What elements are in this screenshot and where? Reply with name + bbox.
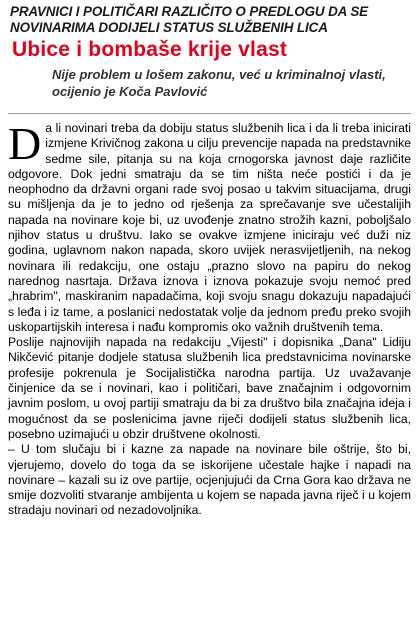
headline: Ubice i bombaše krije vlast <box>12 38 288 61</box>
article-paragraph-1 <box>8 118 411 335</box>
subhead-line-1: Nije problem u lošem zakonu, već u kriminalnoj vlasti, <box>52 67 386 82</box>
kicker <box>10 4 411 35</box>
divider <box>8 113 411 114</box>
article-paragraph-3: – U tom slučaju bi i kazne za napade na novinare bile oštrije, što bi, vjerujemo, dovelo do toga da se iskorijene učestale hajke i napadi na novinare – kazali su iz ove partije, ocjenjujući da Crna Gora kao država ne smije dozvoliti stvaranje ambijenta u kojem se napada javna riječ i u kojem stradaju novinari od nezadovoljnika. <box>8 442 411 518</box>
kicker-line-2: NOVINARIMA DODIJELI STATUS SLUŽBENIH LICA <box>10 19 328 35</box>
article-paragraph-2: Poslije najnovijih napada na redakciju „Vijesti" i dopisnika „Dana" Lidiju Nikčević pitanje dodjele statusa službenih lica predstavnicima novinarske profesije pokrenula je Socijalistička narodna partija. Uz uvažavanje činjenice da se i novinari, kao i političari, bave značajnim i odgovornim javnim poslom, u ovoj partiji smatraju da bi za društvo bila značajna ideja i mogućnost da se poslenicima javne riječi dodijeli status službenih lica, posebno uzimajući u obzir društvene okolnosti. <box>8 335 411 441</box>
subhead-line-2: ocijenio je Koča Pavlović <box>52 84 208 99</box>
subhead <box>52 66 411 100</box>
article-paragraph-1-text: a li novinari treba da dobiju status službenih lica i da li treba inicirati izmjene Krivičnog zakona u cilju prevencije napada na predstavnike sedme sile, pitanja su na koja crnogorska javnost daje različite odgovore. Dok jedni smatraju da se tim ništa neće postići i da je neophodno da državni organi rade svoj posao u takvim situacijama, drugi su mišljenja da je to jedno od rješenja za sprečavanje sve učestalijih napada na novinare koje bi, uz uvođenje znatno strožih kazni, poboljšalo njihov status u društvu. Iako se ovakve izmjene iniciraju već duži niz godina, uglavnom nakon napada, skoro uvijek nerasvijetljenih, na nekog novinara ili redakciju, one ostaju „prazno slovo na papiru do nekog narednog nasrtaja. Država iznova i iznova pokazuje svoju nemoć pred „hrabrim", maskiranim napadačima, koji svoju snagu dokazuju napadajući s leđa i iz tame, a poslanici nedostatak volje da jednom pređu preko svojih uskopartijskih interesa i nađu kompromis oko važnih društvenih tema. <box>8 121 411 334</box>
kicker-line-1: PRAVNICI I POLITIČARI RAZLIČITO O PREDLOGU DA SE <box>10 4 369 19</box>
article-body <box>8 118 411 519</box>
drop-cap: D <box>8 118 42 169</box>
